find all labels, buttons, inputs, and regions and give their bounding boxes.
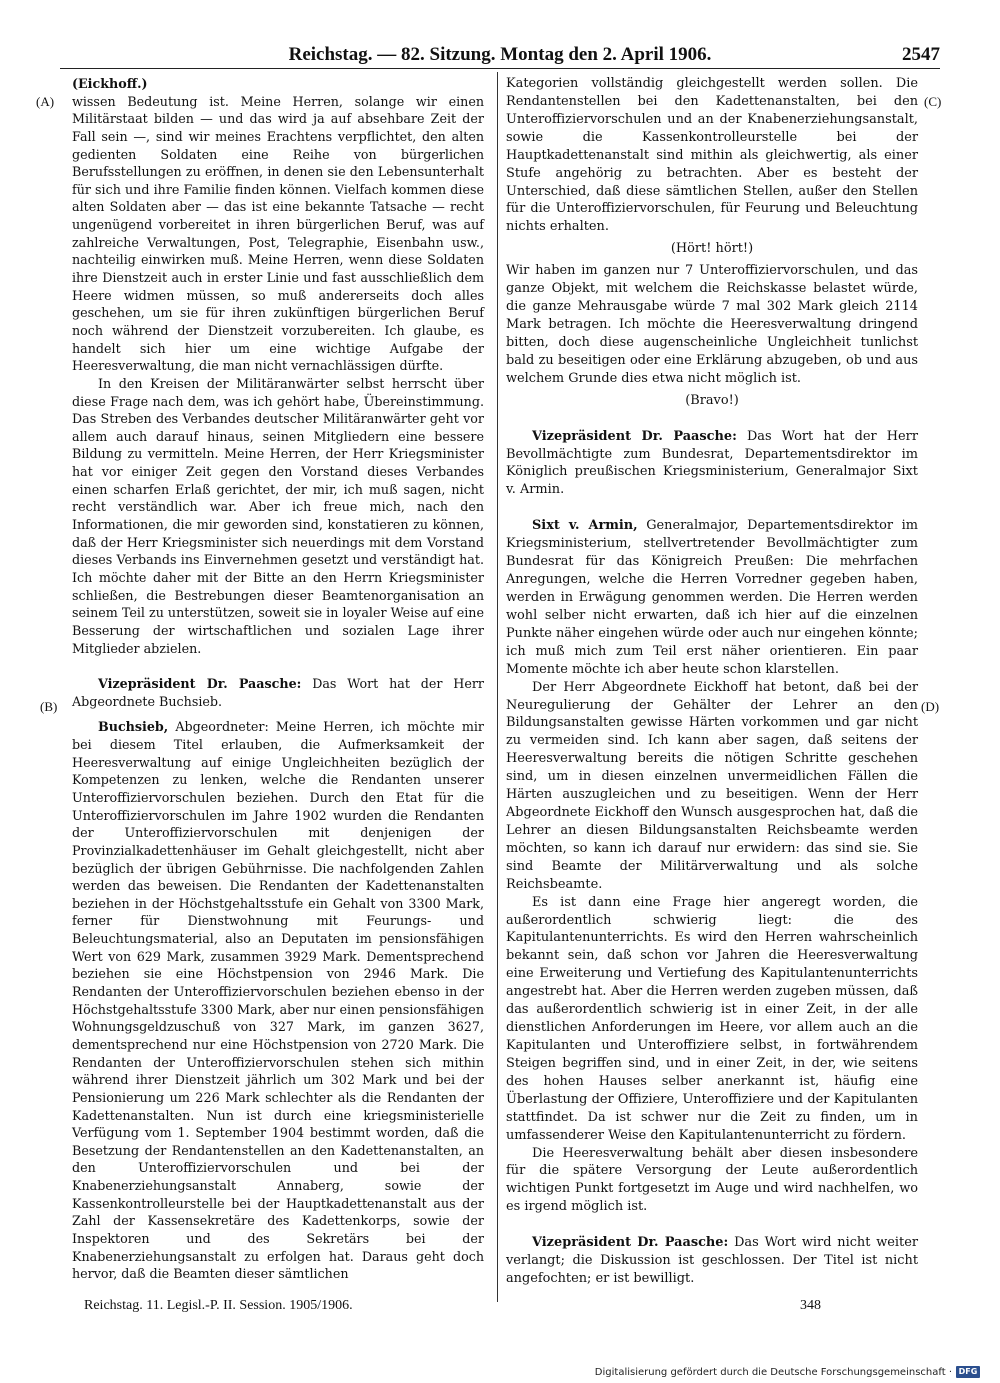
signature-number: 348: [800, 1298, 821, 1313]
speech-text: Das Wort wird nicht weiter verlangt; die Diskussion ist geschlossen. Der Titel ist nicht angefochten; er ist bewilligt.: [506, 1235, 918, 1287]
speech-paragraph: [506, 517, 918, 678]
speech-paragraph: [72, 718, 484, 1283]
paragraph: Wir haben im ganzen nur 7 Unteroffiziervorschulen, und das ganze Objekt, mit welchem die Reichskasse belastet würde, die ganze Mehrausgabe würde 7 mal 302 Mark gleich 2114 Mark betragen. Ich möchte die Heeresverwaltung dringend bitten, doch diese augenscheinliche Ungleichheit tunlichst bald zu beseitigen oder eine Erklärung abzugeben, ob und aus welchem Grunde dies etwa nicht möglich ist.: [506, 263, 918, 386]
right-column: [506, 75, 918, 1288]
speaker-name: Vizepräsident Dr. Paasche:: [98, 676, 302, 692]
interjection: (Bravo!): [685, 392, 739, 408]
dfg-logo-icon: DFG: [956, 1366, 980, 1378]
footer-source: Reichstag. 11. Legisl.-P. II. Session. 1905/1906.: [84, 1298, 353, 1313]
speaker-name: Sixt v. Armin,: [532, 518, 638, 534]
paragraph: Es ist dann eine Frage hier angeregt worden, die außerordentlich schwierig liegt: die des Kapitulantenunterrichts. Es wird den Herren wahrscheinlich bekannt sein, daß schon vor Jahren die Heeresverwaltung eine Erweiterung und Vertiefung des Kapitulantenunterrichts angestrebt hat. Aber die Herren werden zugeben müssen, daß das außerordentlich schwierig ist in einer Zeit, in der alle dienstlichen Anforderungen im Heere, vor allem auch an die Kapitulanten und Unteroffiziere selbst, in fortwährendem Steigen begriffen sind, und in einer Zeit, in der, wie seitens des hohen Hauses selber anerkannt ist, häufig eine Überlastung der Offiziere, Unteroffiziere und der Kapitulanten stattfindet. Da ist schwer nur die Zeit zu finden, um in umfassenderer Weise den Kapitulantenunterricht zu fördern.: [506, 894, 918, 1143]
paragraph: In den Kreisen der Militäranwärter selbst herrscht über diese Frage nach dem, was ich gehört habe, Übereinstimmung. Das Streben des Verbandes deutscher Militäranwärter geht vor allem auch darauf hinaus, seinen Mitgliedern eine bessere Bildung zu vermitteln. Meine Herren, der Herr Kriegsminister hat vor einiger Zeit gegen den Vorstand dieses Verbandes einen scharfen Erlaß gerichtet, der mir, ich muß sagen, nicht recht verständlich war. Aber ich freue mich, nach den Informationen, die mir geworden sind, konstatieren zu können, daß der Herr Kriegsminister sich neuerdings mit dem Vorstand dieses Verbands ins Einvernehmen gesetzt und verständigt hat. Ich möchte daher mit der Bitte an den Herrn Kriegsminister schließen, die Bestrebungen dieser Beamtenorganisation an seinem Teil zu unterstützen, soweit sie in loyaler Weise auf eine Besserung der wirtschaftlichen und sozialen Lage ihrer Mitglieder abzielen.: [72, 375, 484, 656]
paragraph: Kategorien vollständig gleichgestellt werden sollen. Die Rendantenstellen bei den Kadettenanstalten, bei den Unteroffiziervorschulen und an der Knabenerziehungsanstalt, sowie die Kassenkontrolleurstelle bei der Hauptkadettenanstalt sind mithin als gleichwertig, als einer Stufe angehörig zu betrachten. Aber es besteht der Unterschied, daß diese sämtlichen Stellen, außer den Stellen für die Unteroffiziervorschulen, für Feurung und Beleuchtung nichts erhalten.: [506, 76, 918, 235]
speech-paragraph: [506, 1234, 918, 1288]
running-header: [60, 44, 940, 74]
header-rule: [60, 68, 940, 69]
left-column: [72, 75, 484, 1283]
page-number: 2547: [902, 44, 940, 65]
paragraph: wissen Bedeutung ist. Meine Herren, solange wir einen Militärstaat bilden — und das wird ja auf absehbare Zeit der Fall sein —, sind wir meines Erachtens verpflichtet, den alten gedienten Soldaten eine Reihe von bürgerlichen Berufsstellungen zu eröffnen, in denen sie den Lebensunterhalt für sich und ihre Familie finden können. Vielfach kommen diese alten Soldaten aber — das ist eine bekannte Tatsache — recht ungenügend vorbereitet in ihren bürgerlichen Beruf, was auf zahlreiche Verwaltungen, Post, Telegraphie, Eisenbahn usw., nachteilig einwirken muß. Meine Herren, wenn diese Soldaten ihre Dienstzeit auch in erster Linie und fast ausschließlich dem Heere widmen müssen, so muß andererseits doch alles geschehen, um sie für ihren zukünftigen bürgerlichen Beruf noch während der Dienstzeit vorzubereiten. Ich glaube, es handelt sich hier um eine wichtige Aufgabe der Heeresverwaltung, die man nicht vernachlässigen dürfte.: [72, 93, 484, 374]
speaker-continuation: (Eickhoff.): [72, 76, 148, 91]
speech-paragraph: [506, 428, 918, 500]
running-title: Reichstag. — 82. Sitzung. Montag den 2. April 1906.: [288, 44, 712, 65]
interjection: (Hört! hört!): [670, 241, 754, 257]
paragraph: Der Herr Abgeordnete Eickhoff hat betont, daß bei der Neuregulierung der Gehälter der Lehrer an den Bildungsanstalten gewisse Härten vorkommen und gar nicht zu vermeiden sind. Ich kann aber sagen, daß seitens der Heeresverwaltung bereits die nötigen Schritte geschehen sind, um in diesen einzelnen unvermeidlichen Fällen die Härten auszugleichen und zu beseitigen. Wenn der Herr Abgeordnete Eickhoff den Wunsch ausgesprochen hat, daß die Lehrer an diesen Bildungsanstalten Reichsbeamte werden möchten, so kann ich darauf nur erwidern: das sind sie. Sie sind Beamte der Militärverwaltung und als solche Reichsbeamte.: [506, 679, 918, 892]
margin-label-b: (B): [40, 699, 58, 714]
speaker-name: Vizepräsident Dr. Paasche:: [532, 1235, 729, 1251]
column-divider: [497, 72, 498, 1302]
credit-text: Digitalisierung gefördert durch die Deutsche Forschungsgemeinschaft ·: [594, 1366, 952, 1378]
margin-label-a: (A): [36, 94, 55, 109]
speech-text: Das Wort hat der Herr Bevollmächtigte zum Bundesrat, Departementsdirektor im Königlich preußischen Kriegsministerium, Generalmajor Sixt v. Armin.: [506, 428, 918, 498]
speech-text: Generalmajor, Departementsdirektor im Kriegsministerium, stellvertretender Bevollmächtigter zum Bundesrat für das Königreich Preußen: Die mehrfachen Anregungen, welche die Herren Vorredner gegeben haben, werden in Erwägung genommen werden. Die Herren werden wohl selber nicht erwarten, daß ich hier auf die einzelnen Punkte näher eingehen würde oder auch nur eingehen könnte; ich muß mich zum Teil erst näher orientieren. Ein paar Momente möchte ich aber heute schon klarstellen.: [506, 518, 918, 677]
margin-label-c: (C): [924, 94, 942, 109]
speech-paragraph: [72, 675, 484, 710]
margin-label-d: (D): [921, 699, 940, 714]
speaker-name: Buchsieb,: [98, 719, 169, 735]
paragraph: Die Heeresverwaltung behält aber diesen insbesondere für die spätere Versorgung der Leute außerordentlich wichtigen Punkt fortgesetzt im Auge und wird nachhelfen, wo es irgend möglich ist.: [506, 1145, 918, 1215]
speech-text: Abgeordneter: Meine Herren, ich möchte mir bei diesem Titel erlauben, die Aufmerksamkeit der Heeresverwaltung auf einige Ungleichheiten bezüglich der Kompetenzen zu lenken, welche die Rendanten unserer Unteroffiziervorschulen beziehen. Durch den Etat für die Unteroffiziervorschulen im Jahre 1902 wurden die Rendanten der Unteroffiziervorschulen mit denjenigen der Provinzialkadettenhäuser im Gehalt gleichgestellt, nicht aber bezüglich der übrigen Gebührnisse. Die nachfolgenden Zahlen werden das beweisen. Die Rendanten der Kadettenanstalten beziehen in der Höchstgehaltsstufe ein Gehalt von 3300 Mark, ferner für Dienstwohnung mit Feurungs- und Beleuchtungsmaterial, also an Deputaten im pensionsfähigen Wert von 629 Mark, zusammen 3929 Mark. Dementsprechend beziehen sie eine Höchstpension von 2946 Mark. Die Rendanten der Unteroffiziervorschulen beziehen ebenso in der Höchstgehaltsstufe 3300 Mark, aber nur einen pensionsfähigen Wohnungsgeldzuschuß von 327 Mark, im ganzen 3627, dementsprechend nur eine Höchstpension von 2720 Mark. Die Rendanten der Unteroffiziervorschulen stehen sich mithin während ihrer Dienstzeit jährlich um 302 Mark und bei der Pensionierung um 226 Mark schlechter als die Rendanten der Kadettenanstalten. Nun ist durch eine kriegsministerielle Verfügung vom 1. September 1904 bestimmt worden, daß die Besetzung der Rendantenstellen an den Kadettenanstalten, an den Unteroffiziervorschulen und bei der Knabenerziehungsanstalt Annaberg, sowie der Kassenkontrolleurstelle bei der Hauptkadettenanstalt aus der Zahl der Kassensekretäre des Kadettenkorps, sowie der Inspektoren und des Sekretärs bei der Knabenerziehungsanstalt zu erfolgen hat. Daraus geht doch hervor, daß die Beamten dieser sämtlichen: [72, 719, 484, 1282]
speaker-name: Vizepräsident Dr. Paasche:: [532, 428, 737, 444]
speech-text: Das Wort hat der Herr Abgeordnete Buchsieb.: [72, 676, 484, 709]
digitization-credit: [595, 1366, 980, 1378]
